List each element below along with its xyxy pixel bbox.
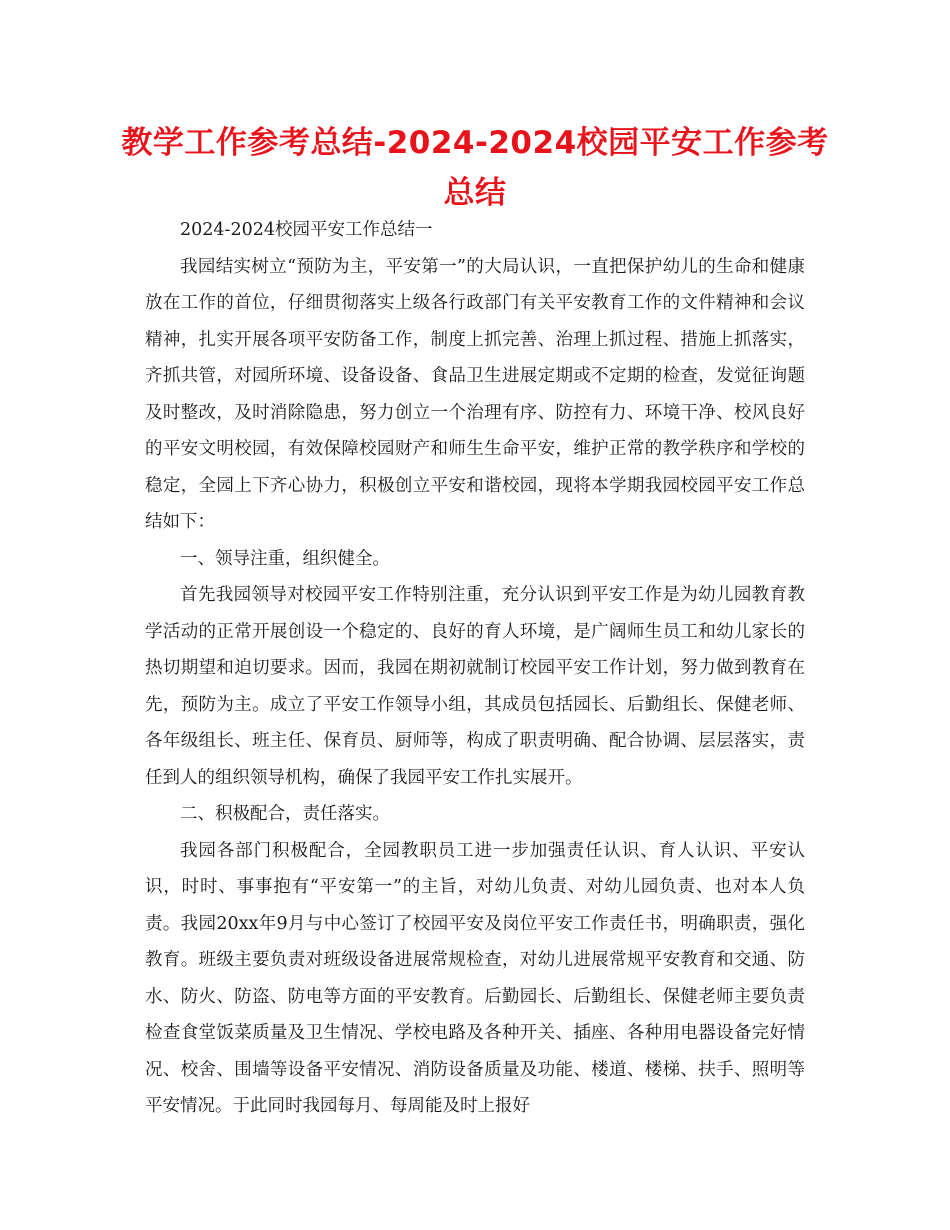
body-paragraph: 首先我园领导对校园平安工作特别注重，充分认识到平安工作是为幼儿园教育教学活动的正常开展创设一个稳定的、良好的育人环境，是广阔师生员工和幼儿家长的热切期望和迫切要求。因而，我园在期初就制订校园平安工作计划，努力做到教育在先，预防为主。成立了平安工作领导小组，其成员包括园长、后勤组长、保健老师、各年级组长、班主任、保育员、厨师等，构成了职责明确、配合协调、层层落实，责任到人的组织领导机构，确保了我园平安工作扎实展开。 [145,585,805,788]
section-heading: 二、积极配合，责任落实。 [180,804,390,824]
document-title: 教学工作参考总结-2024-2024校园平安工作参考总结 [121,125,829,211]
body-paragraph: 我园各部门积极配合，全园教职员工进一步加强责任认识、育人认识、平安认识，时时、事事抱有“平安第一”的主旨，对幼儿负责、对幼儿园负责、也对本人负责。我园20xx年9月与中心签订了校园平安及岗位平安工作责任书，明确职责，强化教育。班级主要负责对班级设备进展常规检查，对幼儿进展常规平安教育和交通、防水、防火、防盗、防电等方面的平安教育。后勤园长、后勤组长、保健老师主要负责检查食堂饭菜质量及卫生情况、学校电路及各种开关、插座、各种用电器设备完好情况、校舍、围墙等设备平安情况、消防设备质量及功能、楼道、楼梯、扶手、照明等平安情况。于此同时我园每月、每周能及时上报好 [145,840,805,1116]
document-body [145,212,805,1125]
body-paragraph: 我园结实树立“预防为主，平安第一”的大局认识，一直把保护幼儿的生命和健康放在工作的首位，仔细贯彻落实上级各行政部门有关平安教育工作的文件精神和会议精神，扎实开展各项平安防备工作，制度上抓完善、治理上抓过程、措施上抓落实，齐抓共管，对园所环境、设备设备、食品卫生进展定期或不定期的检查，发觉征询题及时整改，及时消除隐患，努力创立一个治理有序、防控有力、环境干净、校风良好的平安文明校园，有效保障校园财产和师生生命平安，维护正常的教学秩序和学校的稳定，全园上下齐心协力，积极创立平安和谐校园，现将本学期我园校园平安工作总结如下： [145,256,805,532]
section-heading: 一、领导注重，组织健全。 [180,548,390,569]
section-heading: 2024-2024校园平安工作总结一 [180,220,433,240]
